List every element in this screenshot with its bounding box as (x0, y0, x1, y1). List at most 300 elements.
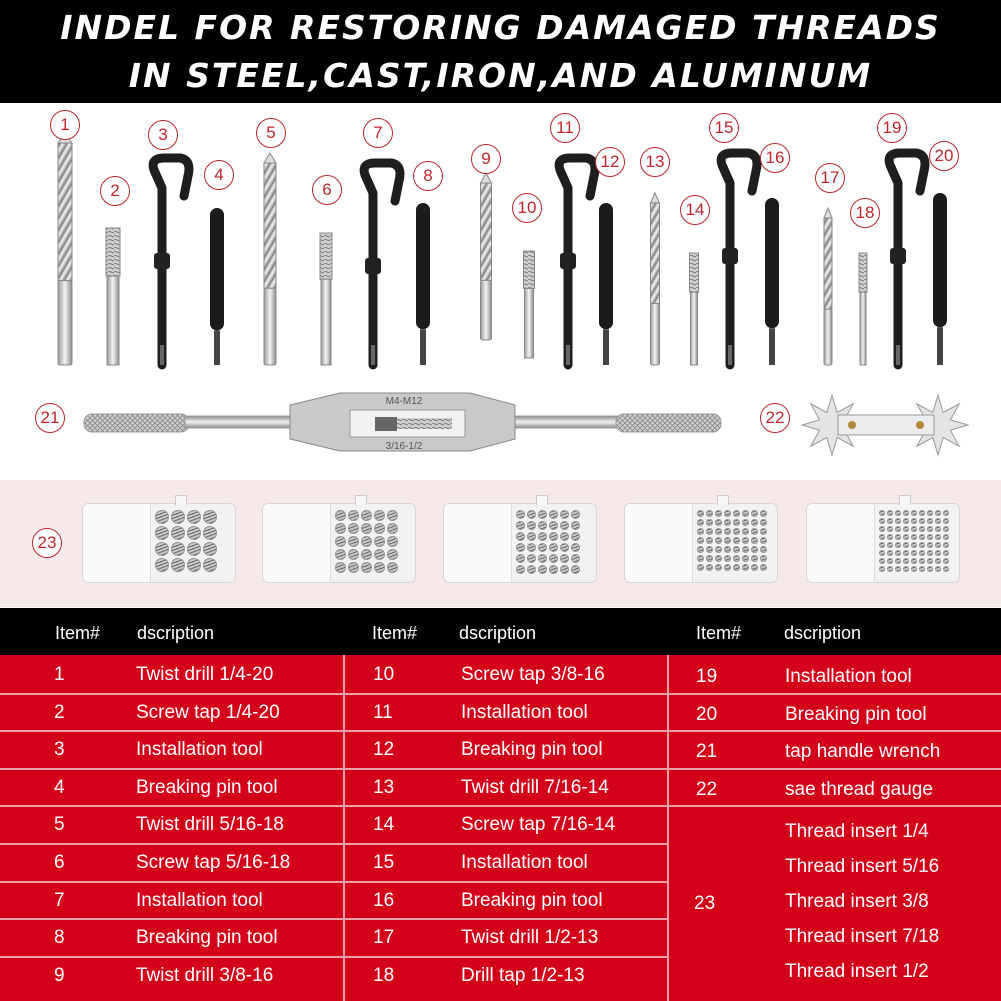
thread-insert-coil (361, 562, 372, 573)
thread-insert-coil (715, 555, 722, 562)
table-item-description: Thread insert 1/2 (785, 961, 929, 982)
callout-22: 22 (760, 403, 790, 433)
thread-insert-coil (538, 554, 547, 563)
table-row-divider (669, 768, 1001, 770)
table-header (0, 608, 1001, 655)
table-row-divider (669, 805, 1001, 807)
box-hang-tab (175, 495, 187, 505)
thread-inserts-area (0, 480, 1001, 607)
wrench-bar-left (185, 416, 295, 428)
table-item-description: Twist drill 5/16-18 (136, 814, 284, 836)
thread-insert-coil (742, 537, 749, 544)
thread-insert-coil (760, 537, 767, 544)
thread-insert-coil (374, 510, 385, 521)
table-item-description: Breaking pin tool (785, 703, 927, 725)
table-item-description: Drill tap 1/2-13 (461, 964, 585, 986)
thread-insert-coil (361, 510, 372, 521)
thread-insert-coil (571, 510, 580, 519)
twist-drill-shank-17 (824, 309, 832, 365)
thread-insert-coil (335, 510, 346, 521)
thread-insert-coil (187, 526, 201, 540)
thread-insert-coil (348, 510, 359, 521)
callout-23: 23 (32, 528, 62, 558)
thread-insert-coil (387, 549, 398, 560)
table-item-number: 12 (373, 739, 395, 761)
thread-insert-coil (911, 550, 917, 556)
table-item-number: 14 (373, 814, 395, 836)
thread-insert-coil (706, 546, 713, 553)
thread-insert-coil (879, 542, 885, 548)
callout-1: 1 (50, 110, 80, 140)
thread-insert-coil (935, 534, 941, 540)
tools-photo-area (0, 103, 1001, 480)
thread-insert-coil (742, 510, 749, 517)
box-hang-tab (899, 495, 911, 505)
callout-3: 3 (148, 120, 178, 150)
table-item-number: 16 (373, 889, 395, 911)
wrench-screw (397, 418, 452, 429)
table-item-description: Breaking pin tool (461, 739, 603, 761)
header-item-2: Item# (372, 623, 418, 643)
thread-insert-coil (927, 510, 933, 516)
thread-insert-coil (751, 537, 758, 544)
thread-insert-coil (560, 521, 569, 530)
header-item-3: Item# (696, 623, 742, 643)
thread-insert-coil (895, 510, 901, 516)
thread-insert-coil (171, 510, 185, 524)
thread-insert-coil (155, 510, 169, 524)
thread-insert-coil (538, 532, 547, 541)
screw-tap-thread-2 (106, 228, 120, 276)
thread-insert-coil (887, 534, 893, 540)
installation-tool-tip-11 (566, 345, 570, 365)
thread-insert-coil (733, 510, 740, 517)
thread-insert-coil (516, 510, 525, 519)
table-row-divider (345, 730, 667, 732)
thread-insert-coil (895, 566, 901, 572)
twist-drill-1 (58, 143, 72, 281)
thread-insert-coil (697, 555, 704, 562)
thread-insert-coil (549, 532, 558, 541)
thread-insert-coil (903, 558, 909, 564)
table-item-description: Screw tap 7/16-14 (461, 814, 616, 836)
thread-insert-coil (935, 558, 941, 564)
table-item-description: Thread insert 1/4 (785, 821, 929, 842)
table-item-number: 1 (54, 664, 65, 685)
box-lid (83, 504, 151, 582)
wrench-marking-bottom: 3/16-1/2 (385, 441, 423, 452)
thread-insert-coil (911, 526, 917, 532)
twist-drill-shank-9 (481, 280, 492, 340)
thread-insert-coil (171, 526, 185, 540)
table-item-number: 21 (696, 741, 718, 763)
thread-insert-coil (919, 510, 925, 516)
twist-drill-shank-5 (264, 288, 276, 365)
thread-insert-box-5 (806, 503, 960, 583)
table-item-number: 10 (373, 664, 395, 685)
table-item-number: 8 (54, 927, 65, 949)
thread-insert-coil (751, 519, 758, 526)
thread-insert-coil (895, 534, 901, 540)
screw-tap-14 (691, 292, 698, 365)
callout-13: 13 (640, 147, 670, 177)
twist-drill-5 (264, 163, 276, 288)
thread-insert-coil (724, 555, 731, 562)
wrench-marking-top: M4-M12 (385, 396, 423, 407)
callout-19: 19 (877, 113, 907, 143)
thread-insert-coil (171, 542, 185, 556)
thread-insert-coil (387, 562, 398, 573)
thread-insert-coil (374, 549, 385, 560)
thread-insert-coil (903, 526, 909, 532)
thread-insert-coil (724, 546, 731, 553)
drill-tip-5 (264, 153, 276, 163)
installation-tool-collar-3 (154, 253, 170, 269)
breaking-pin-tip-20 (937, 327, 943, 365)
table-item-number: 9 (54, 964, 65, 986)
thread-insert-coil (538, 543, 547, 552)
thread-insert-coil (935, 526, 941, 532)
callout-5: 5 (256, 118, 286, 148)
table-row-divider (669, 693, 1001, 695)
thread-insert-coil (560, 565, 569, 574)
thread-insert-coil (549, 521, 558, 530)
thread-insert-coil (911, 510, 917, 516)
thread-insert-coil (348, 549, 359, 560)
thread-insert-coil (879, 558, 885, 564)
thread-insert-coil (724, 519, 731, 526)
table-item-description: Installation tool (461, 852, 588, 873)
table-item-description: Thread insert 3/8 (785, 891, 929, 912)
thread-insert-coil (527, 521, 536, 530)
table-row-divider (0, 730, 343, 732)
thread-insert-coil (335, 523, 346, 534)
screw-tap-6 (321, 279, 331, 365)
table-item-description: Screw tap 3/8-16 (461, 664, 605, 685)
thread-insert-coil (895, 550, 901, 556)
thread-insert-box-4 (624, 503, 778, 583)
table-item-description: Installation tool (785, 666, 912, 687)
breaking-pin-tool-8 (416, 203, 430, 329)
table-item-description: Twist drill 3/8-16 (136, 964, 274, 986)
thread-insert-coil (943, 542, 949, 548)
thread-insert-coil (887, 518, 893, 524)
callout-6: 6 (312, 175, 342, 205)
thread-insert-coil (387, 510, 398, 521)
callout-2: 2 (100, 176, 130, 206)
drill-tip-9 (481, 173, 492, 183)
thread-insert-coil (560, 532, 569, 541)
breaking-pin-tip-16 (769, 328, 775, 365)
table-item-number: 4 (54, 776, 65, 798)
thread-insert-coil (919, 566, 925, 572)
thread-insert-coil (706, 537, 713, 544)
screw-tap-thread-14 (690, 253, 699, 292)
thread-insert-coil (733, 537, 740, 544)
thread-insert-coil (571, 543, 580, 552)
thread-insert-coil (715, 546, 722, 553)
table-row-divider (345, 805, 667, 807)
table-item-number: 3 (54, 739, 65, 761)
table-row-divider (0, 918, 343, 920)
thread-insert-coil (760, 519, 767, 526)
thread-insert-coil (903, 542, 909, 548)
thread-insert-coil (733, 519, 740, 526)
callout-9: 9 (471, 144, 501, 174)
box-lid (444, 504, 512, 582)
thread-insert-coil (751, 528, 758, 535)
thread-insert-coil (549, 543, 558, 552)
callout-4: 4 (204, 160, 234, 190)
table-item-description: Thread insert 7/18 (785, 926, 940, 947)
thread-insert-coil (927, 526, 933, 532)
table-item-description: Twist drill 1/4-20 (136, 664, 274, 685)
thread-insert-coil (538, 510, 547, 519)
thread-insert-coil (760, 546, 767, 553)
thread-insert-coil (374, 523, 385, 534)
twist-drill-shank-1 (58, 281, 72, 365)
thread-insert-coil (919, 518, 925, 524)
thread-insert-coil (935, 510, 941, 516)
thread-insert-coil (715, 537, 722, 544)
thread-insert-coil (724, 510, 731, 517)
thread-insert-coil (895, 542, 901, 548)
table-item-number: 18 (373, 964, 395, 986)
thread-insert-coil (760, 510, 767, 517)
thread-insert-coil (697, 519, 704, 526)
thread-insert-coil (887, 526, 893, 532)
thread-insert-coil (549, 554, 558, 563)
screw-tap-thread-10 (524, 251, 535, 288)
thread-insert-coil (187, 558, 201, 572)
parts-table (0, 608, 1001, 1001)
column-divider-2 (667, 655, 669, 1001)
banner-title-line-1: INDEL FOR RESTORING DAMAGED THREADS (60, 8, 941, 47)
table-row-divider (0, 881, 343, 883)
thread-insert-coil (927, 534, 933, 540)
installation-tool-collar-15 (722, 248, 738, 264)
callout-21: 21 (35, 403, 65, 433)
thread-insert-coil (348, 523, 359, 534)
drill-tip-17 (824, 208, 832, 218)
table-row-divider (669, 730, 1001, 732)
thread-insert-coil (571, 565, 580, 574)
screw-tap-18 (860, 292, 866, 365)
thread-insert-coil (919, 550, 925, 556)
thread-insert-coil (943, 526, 949, 532)
box-hang-tab (355, 495, 367, 505)
column-divider-1 (343, 655, 345, 1001)
header-desc-3: dscription (784, 623, 862, 643)
table-item-number: 13 (373, 776, 395, 798)
thread-insert-coil (943, 518, 949, 524)
table-item-number: 23 (694, 893, 716, 914)
thread-insert-coil (697, 537, 704, 544)
thread-insert-coil (203, 558, 217, 572)
callout-20: 20 (929, 141, 959, 171)
thread-insert-coil (919, 542, 925, 548)
table-item-number: 5 (54, 814, 65, 836)
thread-insert-coil (697, 564, 704, 571)
table-item-number: 7 (54, 889, 65, 911)
screw-tap-thread-18 (859, 253, 867, 292)
thread-insert-coil (187, 542, 201, 556)
table-item-description: Thread insert 5/16 (785, 856, 940, 877)
thread-insert-coil (911, 566, 917, 572)
table-row-divider (0, 693, 343, 695)
thread-insert-coil (742, 528, 749, 535)
thread-insert-coil (203, 526, 217, 540)
thread-insert-coil (706, 519, 713, 526)
thread-insert-coil (903, 510, 909, 516)
thread-insert-coil (187, 510, 201, 524)
box-lid (807, 504, 875, 582)
thread-insert-coil (155, 526, 169, 540)
thread-insert-coil (361, 549, 372, 560)
thread-insert-coil (560, 554, 569, 563)
thread-insert-coil (935, 550, 941, 556)
thread-insert-coil (538, 565, 547, 574)
thread-insert-coil (919, 558, 925, 564)
table-item-description: Twist drill 1/2-13 (461, 927, 599, 949)
thread-insert-coil (943, 558, 949, 564)
table-row-divider (0, 956, 343, 958)
thread-insert-coil (697, 510, 704, 517)
thread-insert-coil (887, 542, 893, 548)
thread-insert-coil (724, 537, 731, 544)
thread-insert-coil (935, 518, 941, 524)
thread-insert-coil (943, 550, 949, 556)
installation-tool-tip-15 (728, 345, 732, 365)
screw-tap-thread-6 (320, 233, 332, 279)
thread-insert-coil (155, 558, 169, 572)
callout-15: 15 (709, 113, 739, 143)
thread-insert-coil (879, 510, 885, 516)
thread-insert-coil (927, 518, 933, 524)
thread-insert-coil (733, 555, 740, 562)
thread-insert-coil (919, 534, 925, 540)
thread-insert-coil (742, 555, 749, 562)
table-item-description: Installation tool (461, 701, 588, 723)
thread-insert-coil (706, 528, 713, 535)
thread-insert-coil (348, 562, 359, 573)
thread-insert-coil (571, 554, 580, 563)
breaking-pin-tool-12 (599, 203, 613, 329)
thread-insert-coil (903, 518, 909, 524)
thread-insert-box-1 (82, 503, 236, 583)
table-item-description: Twist drill 7/16-14 (461, 776, 609, 798)
twist-drill-17 (824, 218, 832, 309)
thread-insert-coil (751, 510, 758, 517)
thread-insert-coil (943, 534, 949, 540)
thread-insert-coil (895, 558, 901, 564)
thread-insert-coil (560, 510, 569, 519)
table-row-divider (345, 881, 667, 883)
thread-insert-coil (516, 554, 525, 563)
wrench-jaw-opening (375, 417, 397, 431)
thread-insert-coil (760, 528, 767, 535)
table-row-divider (0, 768, 343, 770)
thread-insert-coil (879, 550, 885, 556)
header-desc-1: dscription (137, 623, 215, 643)
thread-insert-coil (887, 558, 893, 564)
breaking-pin-tool-4 (210, 208, 224, 330)
thread-insert-coil (516, 543, 525, 552)
header-desc-2: dscription (459, 623, 537, 643)
breaking-pin-tip-8 (420, 329, 426, 365)
table-item-number: 11 (373, 701, 393, 723)
thread-insert-coil (943, 566, 949, 572)
breaking-pin-tip-4 (214, 330, 220, 365)
thread-insert-coil (516, 532, 525, 541)
box-hang-tab (536, 495, 548, 505)
table-item-number: 22 (696, 778, 718, 800)
thread-insert-coil (697, 546, 704, 553)
title-banner (0, 0, 1001, 103)
thread-insert-coil (335, 562, 346, 573)
installation-tool-tip-3 (160, 345, 164, 365)
callout-7: 7 (363, 118, 393, 148)
thread-insert-coil (203, 542, 217, 556)
thread-insert-coil (549, 510, 558, 519)
thread-insert-coil (374, 536, 385, 547)
screw-tap-2 (107, 276, 119, 365)
breaking-pin-tool-16 (765, 198, 779, 328)
callout-14: 14 (680, 195, 710, 225)
callout-12: 12 (595, 147, 625, 177)
table-item-description: sae thread gauge (785, 778, 933, 800)
table-row-divider (345, 768, 667, 770)
thread-insert-coil (361, 536, 372, 547)
gauge-rivet-left (848, 421, 856, 429)
thread-insert-coil (706, 510, 713, 517)
thread-insert-coil (751, 546, 758, 553)
thread-insert-coil (911, 542, 917, 548)
thread-insert-coil (527, 565, 536, 574)
thread-insert-coil (171, 558, 185, 572)
thread-insert-coil (879, 518, 885, 524)
thread-insert-coil (538, 521, 547, 530)
banner-title-line-2: IN STEEL,CAST,IRON,AND ALUMINUM (128, 56, 873, 95)
thread-insert-coil (927, 558, 933, 564)
header-item-1: Item# (55, 623, 101, 643)
callout-16: 16 (760, 143, 790, 173)
table-item-number: 17 (373, 927, 395, 949)
installation-tool-tip-7 (371, 345, 375, 365)
callout-11: 11 (550, 113, 580, 143)
thread-insert-coil (387, 523, 398, 534)
thread-insert-coil (527, 532, 536, 541)
thread-insert-coil (887, 550, 893, 556)
drill-tip-13 (651, 193, 660, 203)
wrench-knurled-grip-right (616, 414, 721, 432)
thread-insert-coil (887, 566, 893, 572)
thread-insert-coil (927, 542, 933, 548)
thread-insert-coil (742, 519, 749, 526)
thread-insert-coil (516, 565, 525, 574)
thread-insert-coil (903, 550, 909, 556)
thread-insert-coil (887, 510, 893, 516)
thread-insert-coil (943, 510, 949, 516)
thread-insert-coil (335, 536, 346, 547)
wrench-knurled-grip-left (84, 414, 189, 432)
table-item-description: Screw tap 1/4-20 (136, 701, 280, 723)
table-item-description: tap handle wrench (785, 741, 941, 763)
thread-insert-coil (935, 566, 941, 572)
thread-insert-coil (571, 521, 580, 530)
thread-insert-coil (697, 528, 704, 535)
gauge-rivet-right (916, 421, 924, 429)
